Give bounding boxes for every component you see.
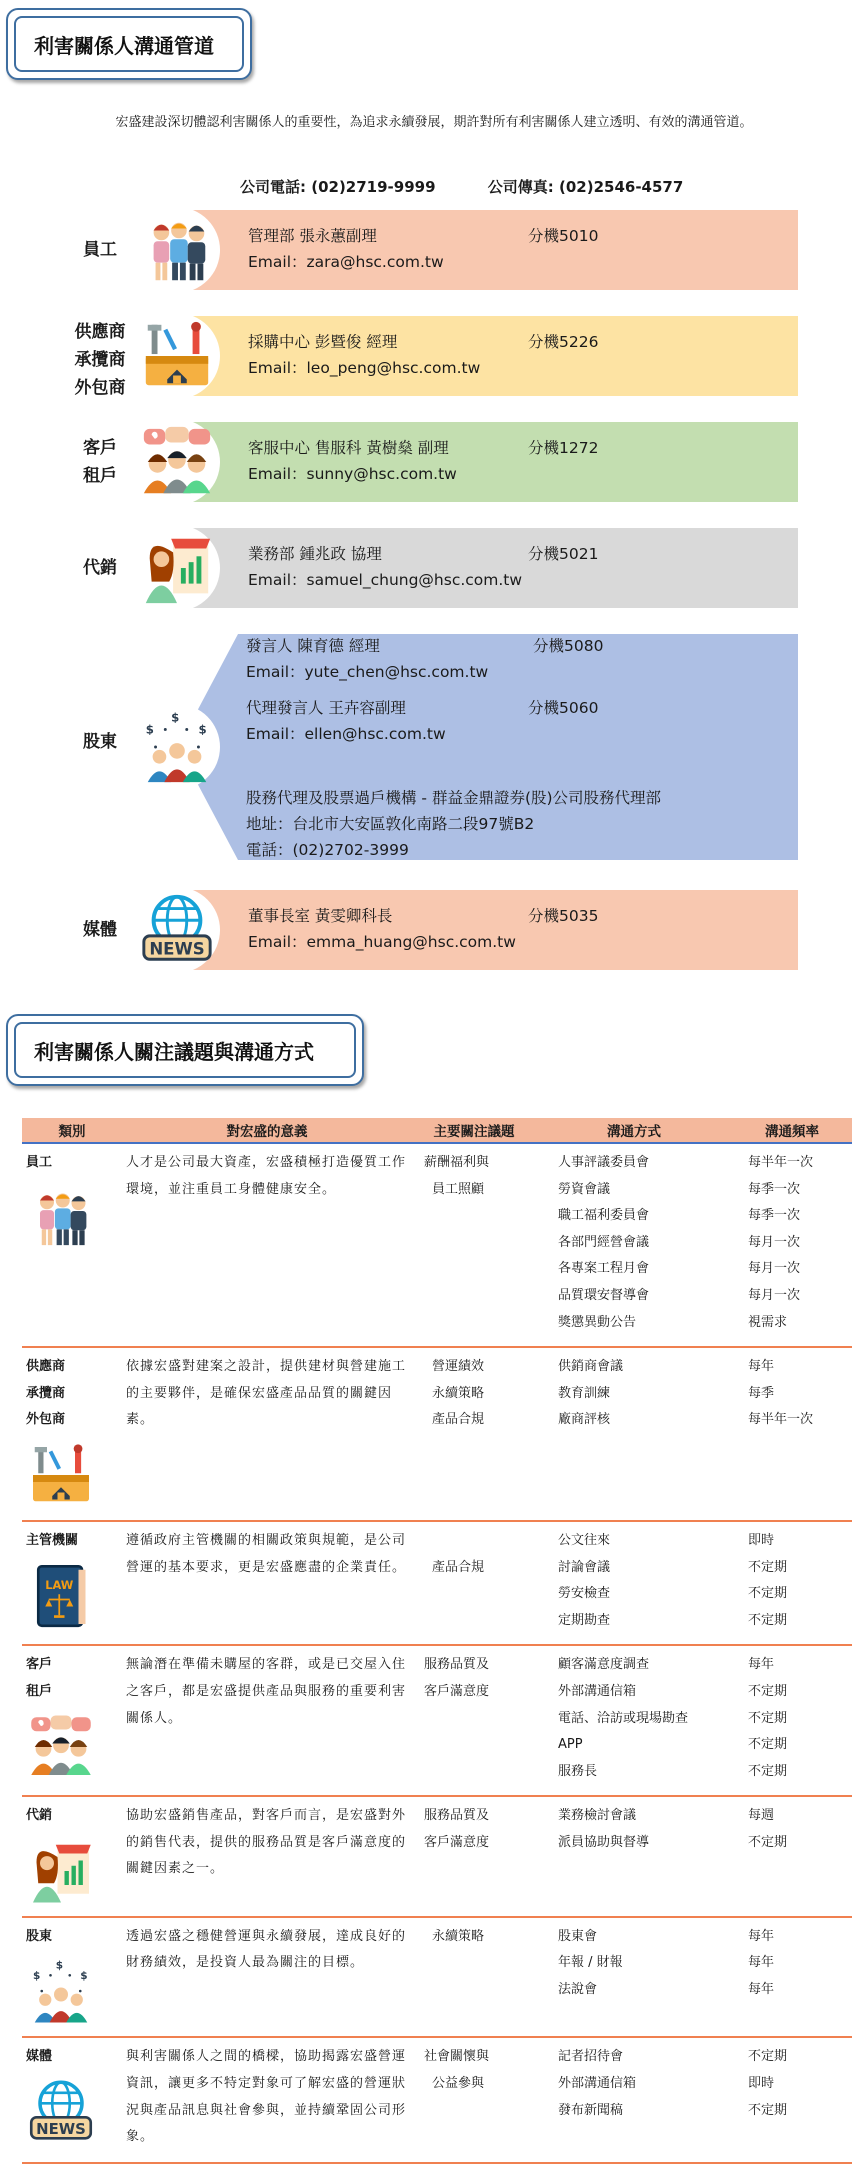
issues-table xyxy=(22,1118,852,2164)
row-issues: 服務品質及 客戶滿意度 xyxy=(412,1645,536,1796)
contact-name: 業務部 鍾兆政 協理 xyxy=(248,545,382,563)
row-issues: 永續策略 xyxy=(412,1917,536,2038)
row-frequency: 不定期 即時 不定期 xyxy=(732,2037,852,2163)
sales-agent-icon xyxy=(134,525,220,611)
contact-ext: 分機5226 xyxy=(528,333,599,351)
row-methods: 業務檢討會議 派員協助與督導 xyxy=(536,1796,732,1917)
col-header-issues: 主要關注議題 xyxy=(412,1118,536,1143)
col-header-methods: 溝通方式 xyxy=(536,1118,732,1143)
group-label: 股東 xyxy=(83,732,117,752)
contact-ext: 分機5080 xyxy=(533,637,604,655)
table-row xyxy=(22,2037,852,2163)
row-meaning: 依據宏盛對建案之設計，提供建材與營建施工的主要夥伴，是確保宏盛產品品質的關鍵因素。 xyxy=(122,1347,412,1521)
contact-email[interactable]: Email：leo_peng@hsc.com.tw xyxy=(248,359,481,377)
contact-name: 代理發言人 王卉容副理 xyxy=(246,699,406,717)
row-meaning: 透過宏盛之穩健營運與永續發展，達成良好的財務績效，是投資人最為關注的目標。 xyxy=(122,1917,412,2038)
law-book-icon xyxy=(26,1561,118,1631)
row-issues: 產品合規 xyxy=(412,1521,536,1645)
contact-email[interactable]: Email：yute_chen@hsc.com.tw xyxy=(246,663,489,681)
row-issues: 營運績效 永續策略 產品合規 xyxy=(412,1347,536,1521)
row-category: 主管機關 xyxy=(22,1521,122,1645)
contact-band xyxy=(178,634,798,860)
row-frequency: 每半年一次 每季一次 每季一次 每月一次 每月一次 每月一次 視需求 xyxy=(732,1143,852,1347)
table-row xyxy=(22,1347,852,1521)
row-issues: 社會關懷與 公益參與 xyxy=(412,2037,536,2163)
customers-icon xyxy=(26,1712,118,1782)
row-category: 員工 xyxy=(22,1143,122,1347)
contact-ext: 分機1272 xyxy=(528,439,599,457)
group-label: 媒體 xyxy=(83,920,117,940)
tools-icon xyxy=(26,1440,118,1510)
news-globe-icon xyxy=(134,887,220,973)
row-methods: 人事評議委員會 勞資會議 職工福利委員會 各部門經營會議 各專案工程月會 品質環安督導會 獎懲異動公告 xyxy=(536,1143,732,1347)
company-phone: 公司電話: (02)2719-9999 xyxy=(240,178,436,196)
row-meaning: 無論潛在準備未購屋的客群，或是已交屋入住之客戶，都是宏盛提供產品與服務的重要利害關係人。 xyxy=(122,1645,412,1796)
row-issues: 薪酬福利與 員工照顧 xyxy=(412,1143,536,1347)
customers-icon xyxy=(134,419,220,505)
table-row xyxy=(22,1796,852,1917)
company-contact xyxy=(240,176,683,197)
news-globe-icon xyxy=(26,2077,118,2147)
row-meaning: 與利害關係人之間的橋樑，協助揭露宏盛營運資訊，讓更多不特定對象可了解宏盛的營運狀況與產品訊息與社會參與，並持續鞏固公司形象。 xyxy=(122,2037,412,2163)
contact-name: 董事長室 黃雯卿科長 xyxy=(248,907,393,925)
table-row xyxy=(22,1917,852,2038)
group-label: 代銷 xyxy=(83,558,117,578)
group-label: 員工 xyxy=(83,240,117,260)
row-frequency: 每年 不定期 不定期 不定期 不定期 xyxy=(732,1645,852,1796)
contact-band xyxy=(178,890,798,970)
col-header-category: 類別 xyxy=(22,1118,122,1143)
group-label: 客戶 租戶 xyxy=(83,438,117,486)
contact-band xyxy=(178,210,798,290)
contact-name: 發言人 陳育德 經理 xyxy=(246,637,380,655)
col-header-frequency: 溝通頻率 xyxy=(732,1118,852,1143)
section2-title: 利害關係人關注議題與溝通方式 xyxy=(14,1022,356,1078)
row-category: 媒體 xyxy=(22,2037,122,2163)
row-category: 客戶 租戶 xyxy=(22,1645,122,1796)
tools-icon xyxy=(134,313,220,399)
contact-name: 客服中心 售服科 黃樹燊 副理 xyxy=(248,439,449,457)
table-row xyxy=(22,1521,852,1645)
employees-icon xyxy=(134,207,220,293)
row-category: 股東 xyxy=(22,1917,122,2038)
row-frequency: 每週 不定期 xyxy=(732,1796,852,1917)
row-methods: 記者招待會 外部溝通信箱 發布新聞稿 xyxy=(536,2037,732,2163)
contact-name: 管理部 張永蕙副理 xyxy=(248,227,377,245)
table-row xyxy=(22,1645,852,1796)
table-header-row xyxy=(22,1118,852,1143)
contact-ext: 分機5060 xyxy=(528,699,599,717)
col-header-meaning: 對宏盛的意義 xyxy=(122,1118,412,1143)
row-methods: 供銷商會議 教育訓練 廠商評核 xyxy=(536,1347,732,1521)
row-frequency: 即時 不定期 不定期 不定期 xyxy=(732,1521,852,1645)
row-category: 供應商 承攬商 外包商 xyxy=(22,1347,122,1521)
row-methods: 顧客滿意度調查 外部溝通信箱 電話、洽訪或現場勘查 APP 服務長 xyxy=(536,1645,732,1796)
shareholders-icon xyxy=(26,1956,118,2026)
contact-ext: 分機5035 xyxy=(528,907,599,925)
stock-agent-address: 地址：台北市大安區敦化南路二段97號B2 xyxy=(246,815,535,833)
row-frequency: 每年 每年 每年 xyxy=(732,1917,852,2038)
row-issues: 服務品質及 客戶滿意度 xyxy=(412,1796,536,1917)
section1-title: 利害關係人溝通管道 xyxy=(14,16,244,72)
contact-band xyxy=(178,422,798,502)
section1-title-box xyxy=(6,8,252,80)
contact-ext: 分機5010 xyxy=(528,227,599,245)
contact-band xyxy=(178,528,798,608)
row-methods: 股東會 年報 / 財報 法說會 xyxy=(536,1917,732,2038)
contact-email[interactable]: Email：ellen@hsc.com.tw xyxy=(246,725,446,743)
shareholders-icon xyxy=(134,704,220,790)
employees-icon xyxy=(26,1183,118,1253)
company-fax: 公司傳真: (02)2546-4577 xyxy=(487,178,684,196)
contact-email[interactable]: Email：zara@hsc.com.tw xyxy=(248,253,444,271)
row-meaning: 遵循政府主管機關的相關政策與規範，是公司營運的基本要求，更是宏盛應盡的企業責任。 xyxy=(122,1521,412,1645)
row-methods: 公文往來 討論會議 勞安檢查 定期勘查 xyxy=(536,1521,732,1645)
contact-band xyxy=(178,316,798,396)
contact-ext: 分機5021 xyxy=(528,545,599,563)
row-meaning: 協助宏盛銷售產品，對客戶而言，是宏盛對外的銷售代表，提供的服務品質是客戶滿意度的關鍵因素之一。 xyxy=(122,1796,412,1917)
stock-agent-name: 股務代理及股票過戶機構 - 群益金鼎證券(股)公司股務代理部 xyxy=(246,789,662,807)
row-category: 代銷 xyxy=(22,1796,122,1917)
contact-name: 採購中心 彭暨俊 經理 xyxy=(248,333,398,351)
contact-email[interactable]: Email：sunny@hsc.com.tw xyxy=(248,465,457,483)
sales-agent-icon xyxy=(26,1836,118,1906)
row-frequency: 每年 每季 每半年一次 xyxy=(732,1347,852,1521)
section2-title-box xyxy=(6,1014,364,1086)
intro-text: 宏盛建設深切體認利害關係人的重要性，為追求永續發展，期許對所有利害關係人建立透明、有效的溝通管道。 xyxy=(115,115,753,130)
table-row xyxy=(22,1143,852,1347)
row-meaning: 人才是公司最大資產，宏盛積極打造優質工作環境，並注重員工身體健康安全。 xyxy=(122,1143,412,1347)
stock-agent-phone: 電話：(02)2702-3999 xyxy=(246,841,409,859)
group-label: 供應商 承攬商 外包商 xyxy=(74,322,126,398)
contact-email[interactable]: Email：emma_huang@hsc.com.tw xyxy=(248,933,516,951)
contact-email[interactable]: Email：samuel_chung@hsc.com.tw xyxy=(248,571,523,589)
